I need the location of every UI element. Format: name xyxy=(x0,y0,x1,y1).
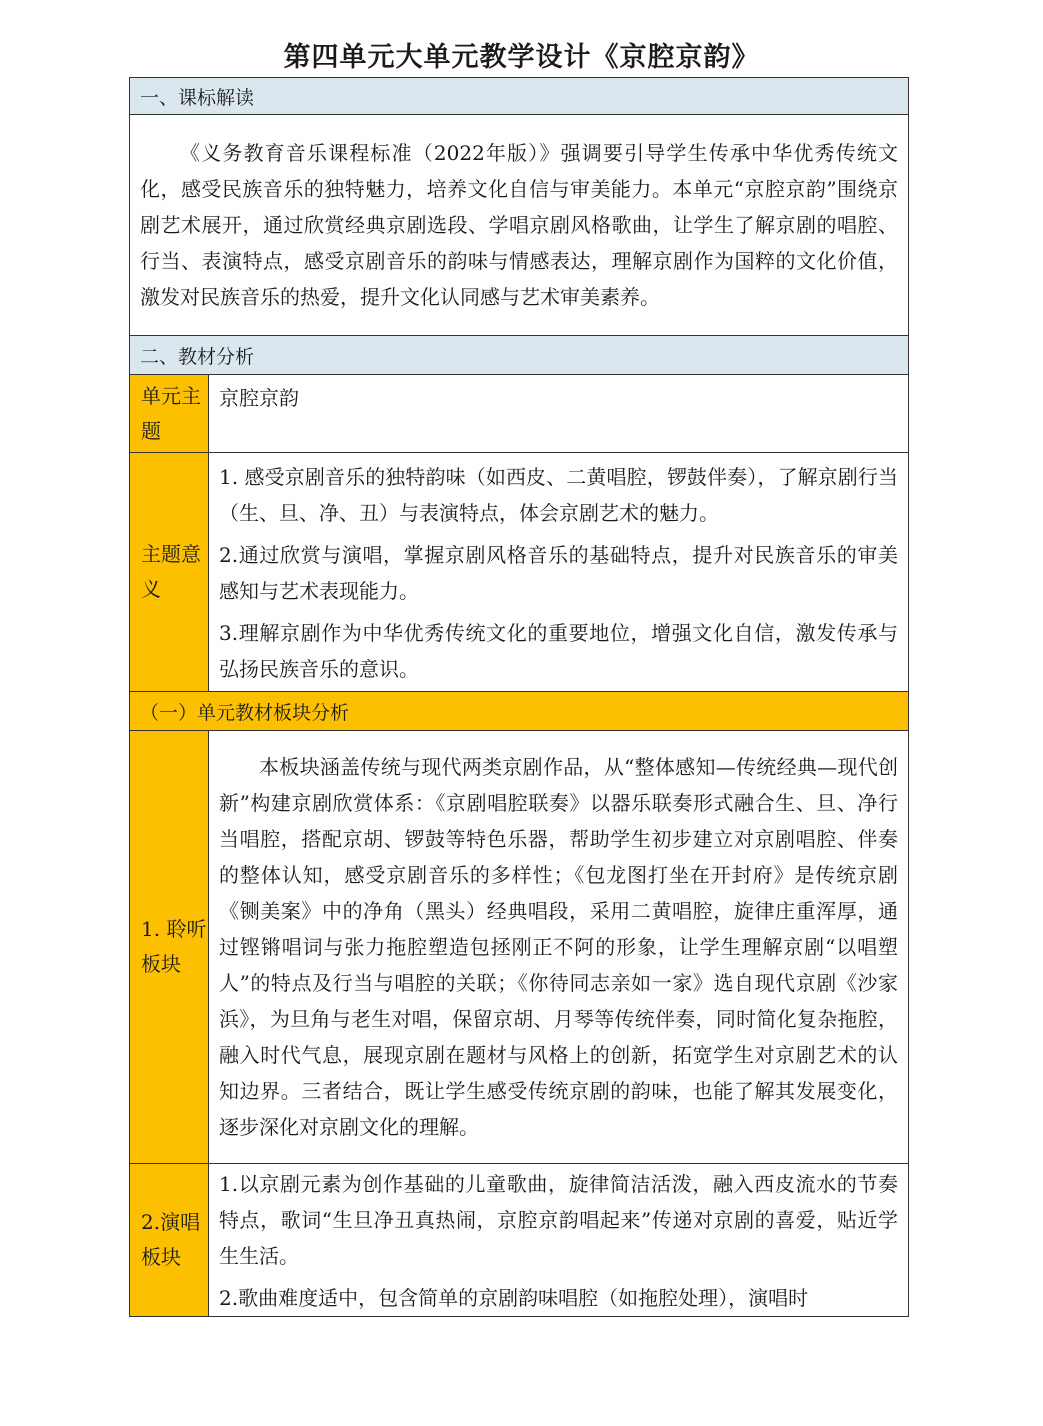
theme-value xyxy=(209,375,909,453)
standards-row xyxy=(130,115,909,336)
section-header-row xyxy=(130,336,909,375)
standards-paragraph: 《义务教育音乐课程标准（2022年版）》强调要引导学生传承中华优秀传统文化，感受民族音乐的独特魅力，培养文化自信与审美能力。本单元“京腔京韵”围绕京剧艺术展开，通过欣赏经典京剧选段、学唱京剧风格歌曲，让学生了解京剧的唱腔、行当、表演特点，感受京剧音乐的韵味与情感表达，理解京剧作为国粹的文化价值，激发对民族音乐的热爱，提升文化认同感与艺术审美素养。 xyxy=(140,141,899,309)
meaning-item: 3.理解京剧作为中华优秀传统文化的重要地位，增强文化自信，激发传承与弘扬民族音乐的意识。 xyxy=(219,621,899,681)
theme-label: 单元主题 xyxy=(130,375,209,453)
singing-item: 1.以京剧元素为创作基础的儿童歌曲，旋律简洁活泼，融入西皮流水的节奏特点，歌词“生旦净丑真热闹，京腔京韵唱起来”传递对京剧的喜爱，贴近学生生活。 xyxy=(219,1172,899,1268)
theme-row xyxy=(130,375,909,453)
listening-label: 1. 聆听板块 xyxy=(130,731,209,1164)
singing-item: 2.歌曲难度适中，包含简单的京剧韵味唱腔（如拖腔处理），演唱时 xyxy=(219,1286,809,1310)
singing-label: 2.演唱板块 xyxy=(130,1164,209,1317)
document-title: 第四单元大单元教学设计《京腔京韵》 xyxy=(283,42,760,73)
theme-value-text: 京腔京韵 xyxy=(219,385,299,410)
singing-cell xyxy=(209,1164,909,1317)
meaning-label: 主题意义 xyxy=(130,453,209,692)
meaning-row xyxy=(130,453,909,692)
section-heading-standards: 一、课标解读 xyxy=(130,78,909,115)
design-table xyxy=(129,77,909,1317)
subsection-heading: （一）单元教材板块分析 xyxy=(130,692,909,731)
section-header-row xyxy=(130,78,909,115)
section-heading-materials: 二、教材分析 xyxy=(130,336,909,375)
singing-row xyxy=(130,1164,909,1317)
meaning-item: 1. 感受京剧音乐的独特韵味（如西皮、二黄唱腔，锣鼓伴奏），了解京剧行当（生、旦、净、丑）与表演特点，体会京剧艺术的魅力。 xyxy=(219,465,899,525)
meaning-cell xyxy=(209,453,909,692)
listening-paragraph: 本板块涵盖传统与现代两类京剧作品，从“整体感知—传统经典—现代创新”构建京剧欣赏体系：《京剧唱腔联奏》以器乐联奏形式融合生、旦、净行当唱腔，搭配京胡、锣鼓等特色乐器，帮助学生初步建立对京剧唱腔、伴奏的整体认知，感受京剧音乐的多样性；《包龙图打坐在开封府》是传统京剧《铡美案》中的净角（黑头）经典唱段，采用二黄唱腔，旋律庄重浑厚，通过铿锵唱词与张力拖腔塑造包拯刚正不阿的形象，让学生理解京剧“以唱塑人”的特点及行当与唱腔的关联；《你待同志亲如一家》选自现代京剧《沙家浜》，为旦角与老生对唱，保留京胡、月琴等传统伴奏，同时简化复杂拖腔，融入时代气息，展现京剧在题材与风格上的创新，拓宽学生对京剧艺术的认知边界。三者结合，既让学生感受传统京剧的韵味，也能了解其发展变化，逐步深化对京剧文化的理解。 xyxy=(219,755,899,1139)
listening-row xyxy=(130,731,909,1164)
subsection-header-row xyxy=(130,692,909,731)
meaning-item: 2.通过欣赏与演唱，掌握京剧风格音乐的基础特点，提升对民族音乐的审美感知与艺术表现能力。 xyxy=(219,543,899,603)
standards-text-cell xyxy=(130,115,909,336)
listening-cell xyxy=(209,731,909,1164)
